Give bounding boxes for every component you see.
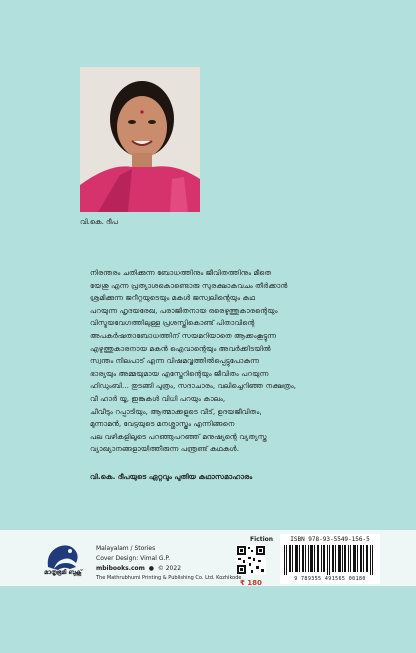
blurb-line: ശ്രമിക്കുന്ന ജറീറ്റയുടെയും മകൾ ജസ്വലിന്റെയും കഥ: [90, 293, 256, 303]
website: mbibooks.com: [96, 565, 145, 572]
blurb-line: വിസ്മയവേഗത്തിലുള്ള പ്രശസ്തികൊണ്ട് പിതാവിന്റെ: [90, 318, 255, 328]
isbn-text: ISBN 978-93-5549-156-5: [290, 536, 370, 543]
category: Malayalam / Stories: [96, 545, 156, 552]
blurb-text: [90, 267, 370, 456]
blurb-line: മുന്നാമൻ, വേട്ടയുടെ മനശ്ശാസ്ത്രം എന്നിങ്ങനെ: [90, 419, 235, 429]
author-photo: [80, 67, 200, 212]
barcode-icon: [284, 545, 376, 575]
copyright-year: © 2022: [157, 565, 182, 572]
barcode-digits: 9 789355 491565 00180: [294, 576, 366, 582]
qr-code-icon: [236, 545, 266, 575]
blurb-line: യേശു എന്ന പ്രത്യാശകൊണ്ടൊരു സുരക്ഷാകവചം തീർക്കാൻ: [90, 280, 288, 290]
blurb-line: നിരന്തരം ചതിക്കുന്ന ബോധത്തിനും ജീവിതത്തിനും മീതെ: [90, 268, 272, 277]
blurb-line: എഴുത്തുകാരനായ മകൻ ഐവാന്റെയും അവർക്കിടയിൽ: [90, 343, 271, 353]
website-line: [96, 565, 181, 572]
blurb-line: പറയുന്ന ഹൃദയരേഖ, പരാജിതനായ ഒരെഴുത്തുകാരന്റെയും: [90, 305, 278, 315]
blurb-line: വ്യാഖ്യാനങ്ങളായിത്തീരുന്ന പന്ത്രണ്ട് കഥകൾ.: [90, 444, 240, 454]
blurb-line: ഹിഡുംബി... തുടങ്ങി പുത്രം, സദാചാരം, വലിച്ചെറിഞ്ഞ നക്ഷത്രം,: [90, 381, 297, 391]
blurb-line: വീ ഹാർ യൂ, ഇങ്കുകൾ വിധി പറയും കാലം,: [90, 393, 226, 403]
author-caption: വി.കെ. ദീപ: [80, 218, 118, 226]
tagline: വി.കെ. ദീപയുടെ ഏറ്റവും പുതിയ കഥാസമാഹാരം: [90, 472, 253, 481]
bullet-icon: ●: [148, 565, 154, 572]
blurb-line: ഭാര്യയും അമ്മയുമായ എസ്തേറിന്റെയും ജീവിതം പറയുന്ന: [90, 368, 269, 378]
isbn-barcode-box: [280, 534, 380, 584]
price: ₹ 180: [240, 579, 262, 587]
publisher-name: The Mathrubhumi Printing & Publishing Co. Ltd. Kozhikode: [96, 575, 242, 581]
blurb-line: അപകർഷതാബോധത്തിന് സയമറിയാതെ ആക്കംകൂട്ടുന്ന: [90, 330, 277, 340]
blurb-line: പല വഴികളിലൂടെ പറഞ്ഞുപറഞ്ഞ് മനുഷ്യന്റെ വ്യത്യസ്ത: [90, 431, 267, 441]
publisher-logo-text: മാതൃഭൂമി ബുക്സ്: [44, 569, 82, 576]
genre-label: Fiction: [250, 536, 274, 543]
cover-design: Cover Design: Vimal G.P.: [96, 555, 171, 562]
blurb-line: സ്വന്തം നിലപാട് എന്ന വിഷമവൃത്തിൽപ്പെട്ടുപോകുന്ന: [90, 356, 260, 366]
blurb-line: ചീവീടും റപ്പാടിയും, ആത്മാക്കളുടെ വീട്, ഉദയജീവിതം,: [90, 406, 262, 416]
book-meta: [96, 544, 170, 564]
